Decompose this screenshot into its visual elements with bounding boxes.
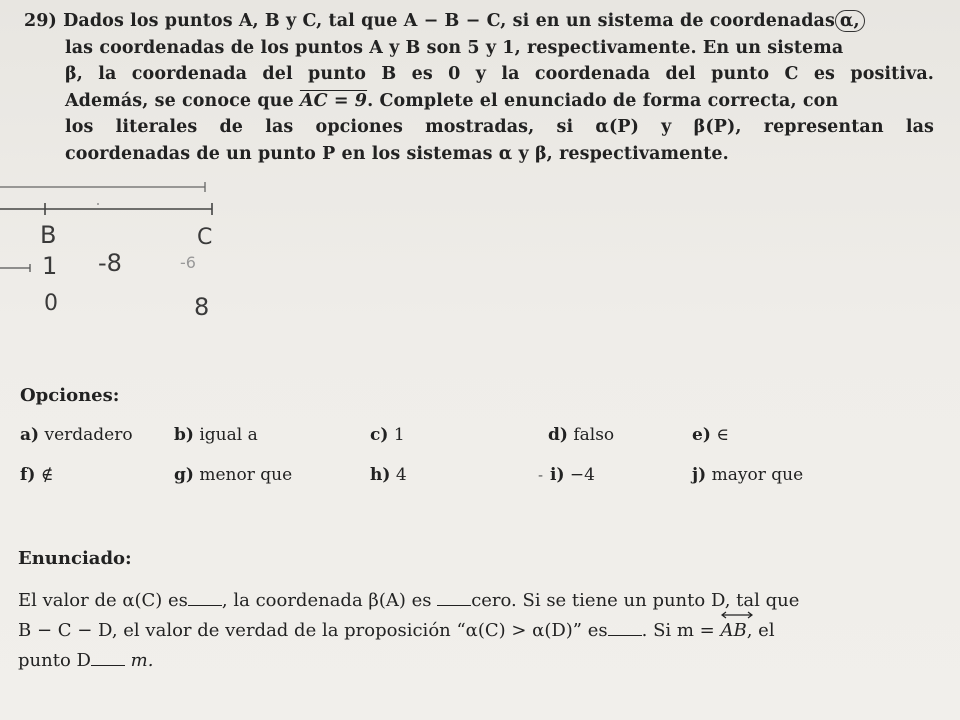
option-h: h) 4 [370,465,407,485]
sketch-label-8: 8 [194,293,210,321]
double-arrow-icon [720,611,754,619]
sketch-label-1: 1 [42,252,58,280]
line-ab-notation: AB [720,616,746,646]
blank-3[interactable] [608,621,642,636]
problem-line-3: β, la coordenada del punto B es 0 y la coordenada del punto C es positiva. [65,64,934,84]
sketch-label-0: 0 [44,291,58,316]
option-j: j) mayor que [692,465,804,485]
option-i: i) −4 [550,465,595,485]
sketch-label-neg8: -8 [98,249,122,277]
pencil-tick-mark: - [538,468,544,484]
problem-line-2: las coordenadas de los puntos A y B son 5 y 1, respectivamente. En un sistema [65,37,844,58]
option-c: c) 1 [370,425,405,445]
problem-line-4b: . Complete el enunciado de forma correcta, con [367,90,839,111]
option-a: a) verdadero [20,425,133,445]
option-f: f) ∉ [20,465,54,485]
blank-4[interactable] [91,651,125,666]
sketch-label-c: C [197,225,213,250]
sketch-label-b: B [40,221,57,249]
problem-line-1: 29) Dados los puntos A, B y C, tal que A − B − C, si en un sistema de coordenadas [24,11,835,31]
alpha-circled-mark: α, [835,10,865,32]
sketch-label-neg6: -6 [180,253,196,272]
problem-statement [24,8,934,167]
statement-heading: Enunciado: [18,548,132,569]
segment-ac: AC = 9 [299,90,368,111]
option-d: d) falso [548,425,615,445]
options-heading: Opciones: [20,385,120,406]
blank-2[interactable] [437,591,471,606]
option-b: b) igual a [174,425,258,445]
handwritten-sketch [0,175,240,335]
option-e: e) ∈ [692,425,729,445]
blank-1[interactable] [188,591,222,606]
statement-body: El valor de α(C) es , la coordenada β(A) es cero. Si se tiene un punto D, tal que B − C − D, el valor de verdad de la proposición “α(C) > α(D)” es . Si m = AB, el punto D m. [18,590,800,671]
problem-line-6: coordenadas de un punto P en los sistemas α y β, respectivamente. [65,143,729,164]
problem-line-4: Además, se conoce que [65,90,294,111]
problem-line-5: los literales de las opciones mostradas, si α(P) y β(P), representan las [65,117,934,137]
option-g: g) menor que [174,465,293,485]
